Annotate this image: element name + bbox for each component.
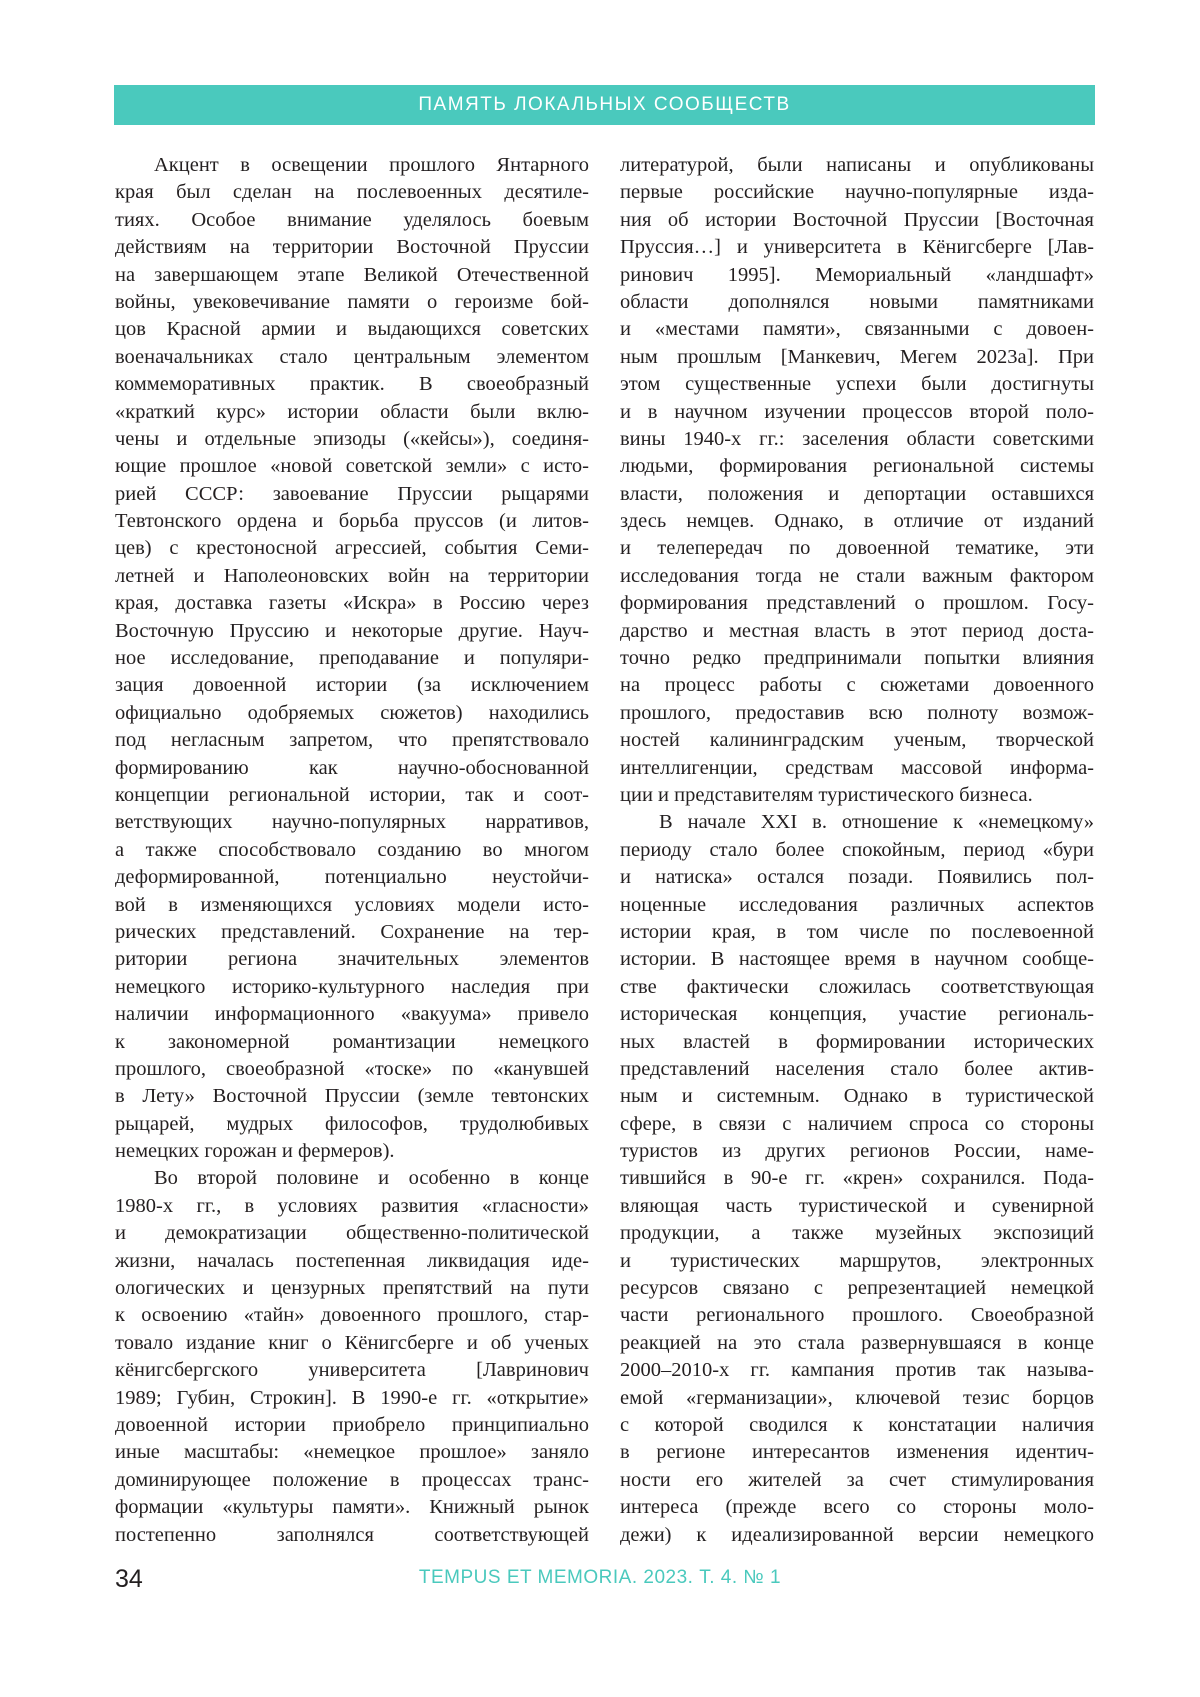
section-header-band [114, 85, 1095, 125]
text-line: здесь немцев. Однако, в отличие от изданий [620, 508, 1094, 535]
text-line: к закономерной романтизации немецкого [115, 1029, 589, 1056]
paragraph [115, 152, 589, 1165]
text-line: ритории региона значительных элементов [115, 946, 589, 973]
text-line: туристов из других регионов России, наме- [620, 1138, 1094, 1165]
text-line: ным и системным. Однако в туристической [620, 1083, 1094, 1110]
text-line: под негласным запретом, что препятствовало [115, 727, 589, 754]
text-line: и телепередач по довоенной тематике, эти [620, 535, 1094, 562]
text-line: и натиска» остался позади. Появились пол- [620, 864, 1094, 891]
text-line: прошлого, предоставив всю полноту возмож- [620, 700, 1094, 727]
text-line: ных властей в формировании исторических [620, 1029, 1094, 1056]
text-line: действиям на территории Восточной Пруссии [115, 234, 589, 261]
text-line: военачальниках стало центральным элементом [115, 344, 589, 371]
text-line: коммеморативных практик. В своеобразный [115, 371, 589, 398]
text-line: ологических и цензурных препятствий на пути [115, 1275, 589, 1302]
text-line: жизни, началась постепенная ликвидация иде- [115, 1248, 589, 1275]
text-line: рией СССР: завоевание Пруссии рыцарями [115, 481, 589, 508]
text-line: 1980-х гг., в условиях развития «гласности» [115, 1193, 589, 1220]
text-column-left [115, 152, 589, 1549]
text-line: ное исследование, преподавание и популяри- [115, 645, 589, 672]
text-line: рических представлений. Сохранение на тер- [115, 919, 589, 946]
text-line: стве фактически сложилась соответствующая [620, 974, 1094, 1001]
text-line: Пруссия…] и университета в Кёнигсберге [Лав- [620, 234, 1094, 261]
text-line: реакцией на это стала развернувшаяся в конце [620, 1330, 1094, 1357]
text-line: вляющая часть туристической и сувенирной [620, 1193, 1094, 1220]
text-line: В начале XXI в. отношение к «немецкому» [620, 809, 1094, 836]
text-line: и туристических маршрутов, электронных [620, 1248, 1094, 1275]
text-line: истории. В настоящее время в научном сообще- [620, 946, 1094, 973]
text-line: тившийся в 90-е гг. «крен» сохранился. Пода- [620, 1165, 1094, 1192]
text-line: деформированной, потенциально неустойчи- [115, 864, 589, 891]
text-line: рыцарей, мудрых философов, трудолюбивых [115, 1111, 589, 1138]
text-line: «краткий курс» истории области были вклю- [115, 399, 589, 426]
text-line: чены и отдельные эпизоды («кейсы»), соединя- [115, 426, 589, 453]
text-line: и «местами памяти», связанными с довоен- [620, 316, 1094, 343]
journal-running-footer: TEMPUS ET MEMORIA. 2023. Т. 4. № 1 [0, 1567, 1200, 1589]
text-line: на процесс работы с сюжетами довоенного [620, 672, 1094, 699]
text-line: части регионального прошлого. Своеобразной [620, 1302, 1094, 1329]
text-line: довоенной истории приобрело принципиально [115, 1412, 589, 1439]
text-line: а также способствовало созданию во многом [115, 837, 589, 864]
paragraph [115, 1165, 589, 1548]
text-line: Восточную Пруссию и некоторые другие. Науч- [115, 618, 589, 645]
text-line: ным прошлым [Манкевич, Мегем 2023а]. При [620, 344, 1094, 371]
text-line: постепенно заполнялся соответствующей [115, 1522, 589, 1549]
text-line: края был сделан на послевоенных десятиле- [115, 179, 589, 206]
text-line: литературой, были написаны и опубликованы [620, 152, 1094, 179]
text-line: точно редко предпринимали попытки влияния [620, 645, 1094, 672]
text-line: 1989; Губин, Строкин]. В 1990-е гг. «открытие» [115, 1385, 589, 1412]
text-line: ноценные исследования различных аспектов [620, 892, 1094, 919]
text-line: официально одобряемых сюжетов) находились [115, 700, 589, 727]
text-line: летней и Наполеоновских войн на территории [115, 563, 589, 590]
text-line: историческая концепция, участие региональ- [620, 1001, 1094, 1028]
text-line: к освоению «тайн» довоенного прошлого, стар- [115, 1302, 589, 1329]
text-line: первые российские научно-популярные изда- [620, 179, 1094, 206]
text-line: зация довоенной истории (за исключением [115, 672, 589, 699]
text-line: цов Красной армии и выдающихся советских [115, 316, 589, 343]
text-line: прошлого, своеобразной «тоске» по «канувшей [115, 1056, 589, 1083]
text-line: 2000–2010-х гг. кампания против так называ- [620, 1357, 1094, 1384]
text-line: ветствующих научно-популярных нарративов, [115, 809, 589, 836]
text-line: вины 1940-х гг.: заселения области советскими [620, 426, 1094, 453]
text-line: наличии информационного «вакуума» привело [115, 1001, 589, 1028]
text-line: Во второй половине и особенно в конце [115, 1165, 589, 1192]
text-line: дарство и местная власть в этот период доста- [620, 618, 1094, 645]
text-line: емой «германизации», ключевой тезис борцов [620, 1385, 1094, 1412]
text-line: представлений населения стало более актив- [620, 1056, 1094, 1083]
text-line: немецких горожан и фермеров). [115, 1138, 589, 1165]
text-line: в регионе интересантов изменения идентич- [620, 1439, 1094, 1466]
text-line: интеллигенции, средствам массовой информа- [620, 755, 1094, 782]
page-number: 34 [115, 1565, 143, 1594]
text-line: власти, положения и депортации оставшихся [620, 481, 1094, 508]
text-line: тиях. Особое внимание уделялось боевым [115, 207, 589, 234]
text-line: иные масштабы: «немецкое прошлое» заняло [115, 1439, 589, 1466]
paragraph [620, 809, 1094, 1549]
text-line: на завершающем этапе Великой Отечественной [115, 262, 589, 289]
text-line: области дополнялся новыми памятниками [620, 289, 1094, 316]
text-line: и в научном изучении процессов второй поло- [620, 399, 1094, 426]
text-line: кёнигсбергского университета [Лавринович [115, 1357, 589, 1384]
text-line: продукции, а также музейных экспозиций [620, 1220, 1094, 1247]
text-line: формирования представлений о прошлом. Госу- [620, 590, 1094, 617]
text-line: ции и представителям туристического бизнеса. [620, 782, 1094, 809]
text-line: Тевтонского ордена и борьба пруссов (и литов- [115, 508, 589, 535]
text-line: товало издание книг о Кёнигсберге и об ученых [115, 1330, 589, 1357]
section-title: ПАМЯТЬ ЛОКАЛЬНЫХ СООБЩЕСТВ [418, 94, 790, 116]
text-line: цев) с крестоносной агрессией, события Семи- [115, 535, 589, 562]
text-line: ния об истории Восточной Пруссии [Восточная [620, 207, 1094, 234]
text-line: сфере, в связи с наличием спроса со стороны [620, 1111, 1094, 1138]
text-line: доминирующее положение в процессах транс- [115, 1467, 589, 1494]
text-line: людьми, формирования региональной системы [620, 453, 1094, 480]
text-line: ющие прошлое «новой советской земли» с исто- [115, 453, 589, 480]
text-line: формации «культуры памяти». Книжный рынок [115, 1494, 589, 1521]
text-line: ности его жителей за счет стимулирования [620, 1467, 1094, 1494]
text-line: формированию как научно-обоснованной [115, 755, 589, 782]
text-line: войны, увековечивание памяти о героизме бой- [115, 289, 589, 316]
text-line: исследования тогда не стали важным фактором [620, 563, 1094, 590]
text-line: истории края, в том числе по послевоенной [620, 919, 1094, 946]
text-line: и демократизации общественно-политической [115, 1220, 589, 1247]
text-line: ресурсов связано с репрезентацией немецкой [620, 1275, 1094, 1302]
text-column-right [620, 152, 1094, 1549]
paragraph [620, 152, 1094, 809]
text-line: интереса (прежде всего со стороны моло- [620, 1494, 1094, 1521]
text-line: в Лету» Восточной Пруссии (земле тевтонских [115, 1083, 589, 1110]
text-line: вой в изменяющихся условиях модели исто- [115, 892, 589, 919]
text-line: Акцент в освещении прошлого Янтарного [115, 152, 589, 179]
text-line: немецкого историко-культурного наследия при [115, 974, 589, 1001]
text-line: с которой сводился к констатации наличия [620, 1412, 1094, 1439]
text-line: ностей калининградским ученым, творческой [620, 727, 1094, 754]
text-line: этом существенные успехи были достигнуты [620, 371, 1094, 398]
text-line: ринович 1995]. Мемориальный «ландшафт» [620, 262, 1094, 289]
text-line: края, доставка газеты «Искра» в Россию через [115, 590, 589, 617]
text-line: периоду стало более спокойным, период «бури [620, 837, 1094, 864]
text-line: дежи) к идеализированной версии немецкого [620, 1522, 1094, 1549]
text-line: концепции региональной истории, так и соот- [115, 782, 589, 809]
